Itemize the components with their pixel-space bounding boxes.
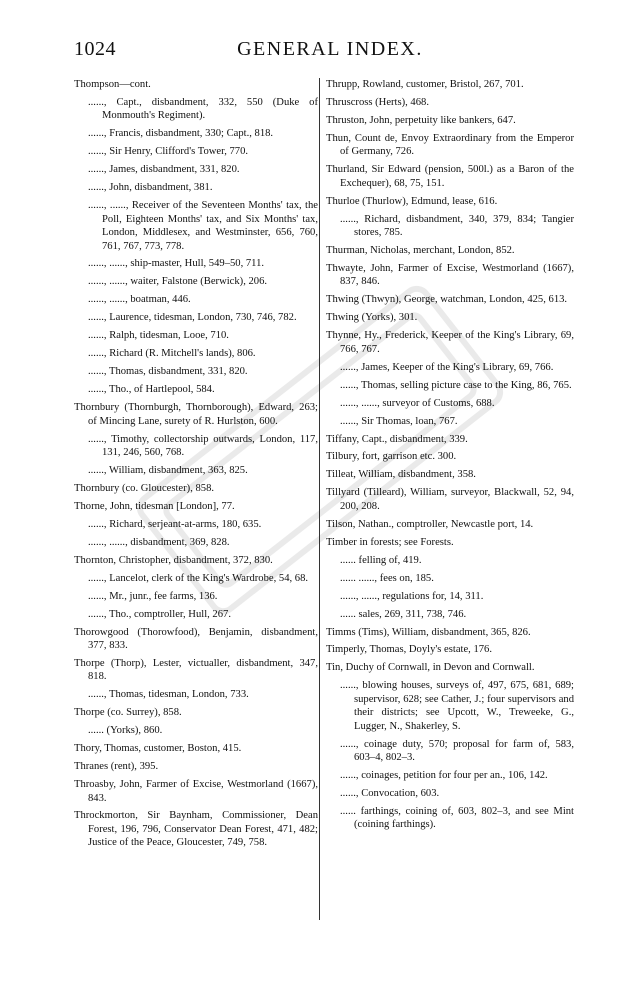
index-subentry: ......, Lancelot, clerk of the King's Wardrobe, 54, 68. (88, 572, 309, 584)
index-column-right (326, 78, 574, 836)
index-entry: Thory, Thomas, customer, Boston, 415. (74, 743, 242, 755)
index-subentry: ......, ......, disbandment, 369, 828. (88, 536, 230, 548)
index-subentry: ......, Mr., junr., fee farms, 136. (88, 590, 218, 602)
index-subentry: ......, Tho., comptroller, Hull, 267. (88, 608, 231, 620)
index-subentry: ......, ......, waiter, Falstone (Berwick), 206. (88, 276, 268, 288)
page-header (74, 38, 586, 68)
index-entry: Thurloe (Thurlow), Edmund, lease, 616. (326, 195, 498, 207)
index-subentry: ......, Francis, disbandment, 330; Capt., 818. (88, 128, 274, 140)
index-entry: Thorne, John, tidesman [London], 77. (74, 500, 235, 512)
index-subentry: ......, blowing houses, surveys of, 497, 675, 681, 689; supervisor, 628; see Cather, J.; four supervisors and their districts; see Upcott, W., Treweeke, G., Lugger, N., Shakerley, S. (340, 680, 574, 732)
index-subentry: ......, Thomas, disbandment, 331, 820. (88, 366, 248, 378)
index-subentry: ......, ......, ship-master, Hull, 549–50, 711. (88, 258, 265, 270)
index-entry: Thruscross (Herts), 468. (326, 96, 429, 108)
index-subentry: ......, coinages, petition for four per an., 106, 142. (340, 770, 548, 782)
index-subentry: ......, ......, surveyor of Customs, 688. (340, 397, 495, 409)
index-subentry: ......, John, disbandment, 381. (88, 182, 213, 194)
index-entry: Thun, Count de, Envoy Extraordinary from the Emperor of Germany, 726. (326, 132, 574, 158)
index-entry: Thorpe (co. Surrey), 858. (74, 707, 182, 719)
index-entry: Thynne, Hy., Frederick, Keeper of the King's Library, 69, 766, 767. (326, 330, 574, 355)
running-title: GENERAL INDEX. (237, 38, 423, 60)
index-subentry: ...... (Yorks), 860. (88, 725, 163, 737)
index-entry: Thwing (Yorks), 301. (326, 312, 418, 324)
index-entry: Thrupp, Rowland, customer, Bristol, 267, 701. (326, 79, 524, 90)
index-entry: Thwayte, John, Farmer of Excise, Westmorland (1667), 837, 846. (326, 262, 574, 288)
index-entry: Thwing (Thwyn), George, watchman, London, 425, 613. (326, 294, 568, 306)
index-entry: Thorpe (Thorp), Lester, victualler, disbandment, 347, 818. (74, 657, 318, 683)
index-entry: Thruston, John, perpetuity like bankers, 647. (326, 114, 516, 126)
index-subentry: ......, Laurence, tidesman, London, 730, 746, 782. (88, 312, 297, 324)
index-entry: Tillyard (Tilleard), William, surveyor, Blackwall, 52, 94, 200, 208. (326, 487, 574, 512)
index-entry: Thornbury (co. Gloucester), 858. (74, 482, 215, 494)
index-subentry: ......, Tho., of Hartlepool, 584. (88, 384, 215, 396)
index-subentry: ...... farthings, coining of, 603, 802–3, and see Mint (coining farthings). (340, 805, 574, 831)
index-entry: Tilbury, fort, garrison etc. 300. (326, 451, 457, 463)
index-subentry: ...... sales, 269, 311, 738, 746. (340, 608, 467, 620)
index-entry: Tilleat, William, disbandment, 358. (326, 469, 476, 481)
index-column-left (74, 78, 318, 854)
index-subentry: ......, Sir Thomas, loan, 767. (340, 415, 458, 427)
index-subentry: ......, ......, boatman, 446. (88, 294, 191, 306)
page-number: 1024 (74, 38, 116, 60)
index-entry: Timperly, Thomas, Doyly's estate, 176. (326, 644, 493, 656)
index-entry: Tilson, Nathan., comptroller, Newcastle port, 14. (326, 518, 534, 530)
index-entry: Thornton, Christopher, disbandment, 372, 830. (74, 554, 273, 566)
index-subentry: ......, James, disbandment, 331, 820. (88, 164, 240, 176)
index-entry: Tiffany, Capt., disbandment, 339. (326, 433, 468, 445)
index-entry: Timber in forests; see Forests. (326, 536, 454, 548)
index-subentry: ......, ......, regulations for, 14, 311. (340, 590, 484, 602)
index-subentry: ......, Richard (R. Mitchell's lands), 806. (88, 348, 256, 360)
index-entry: Thurman, Nicholas, merchant, London, 852. (326, 245, 515, 257)
index-entry: Throckmorton, Sir Baynham, Commissioner, Dean Forest, 196, 796, Conservator Dean Forest, 471, 482; Justice of the Peace, Gloucester, 749, 758. (74, 810, 318, 849)
column-divider (319, 78, 320, 920)
index-subentry: ......, Sir Henry, Clifford's Tower, 770. (88, 146, 249, 158)
index-entry: Thornbury (Thornburgh, Thornborough), Edward, 263; of Mincing Lane, surety of R. Hurlston, 600. (74, 402, 318, 427)
index-subentry: ......, coinage duty, 570; proposal for farm of, 583, 603–4, 802–3. (340, 738, 574, 764)
index-subentry: ......, Capt., disbandment, 332, 550 (Duke of Monmouth's Regiment). (88, 96, 318, 122)
index-subentry: ......, Richard, disbandment, 340, 379, 834; Tangier stores, 785. (340, 213, 574, 239)
index-subentry: ......, Convocation, 603. (340, 788, 440, 800)
index-subentry: ......, James, Keeper of the King's Library, 69, 766. (340, 361, 554, 373)
index-entry: Throasby, John, Farmer of Excise, Westmorland (1667), 843. (74, 779, 318, 804)
index-entry: Timms (Tims), William, disbandment, 365, 826. (326, 626, 531, 638)
index-subentry: ......, Ralph, tidesman, Looe, 710. (88, 330, 229, 342)
index-subentry: ......, Timothy, collectorship outwards, London, 117, 131, 246, 560, 768. (88, 433, 318, 458)
index-entry: Thompson—cont. (74, 79, 151, 90)
index-subentry: ...... ......, fees on, 185. (340, 572, 434, 584)
index-subentry: ......, Thomas, tidesman, London, 733. (88, 689, 249, 701)
index-entry: Tin, Duchy of Cornwall, in Devon and Cornwall. (326, 662, 535, 674)
index-entry: Thranes (rent), 395. (74, 761, 159, 773)
index-subentry: ...... felling of, 419. (340, 554, 422, 566)
index-subentry: ......, William, disbandment, 363, 825. (88, 464, 248, 476)
index-subentry: ......, Richard, serjeant-at-arms, 180, 635. (88, 518, 262, 530)
index-subentry: ......, ......, Receiver of the Seventeen Months' tax, the Poll, Eighteen Months' tax, and Six Months' tax, London, Middlesex, and Westminster, 656, 760, 761, 767, 773, 778. (88, 200, 318, 252)
index-entry: Thurland, Sir Edward (pension, 500l.) as a Baron of the Exchequer), 68, 75, 151. (326, 164, 574, 189)
index-entry: Thorowgood (Thorowfood), Benjamin, disbandment, 377, 833. (74, 626, 318, 651)
index-subentry: ......, Thomas, selling picture case to the King, 86, 765. (340, 379, 572, 391)
